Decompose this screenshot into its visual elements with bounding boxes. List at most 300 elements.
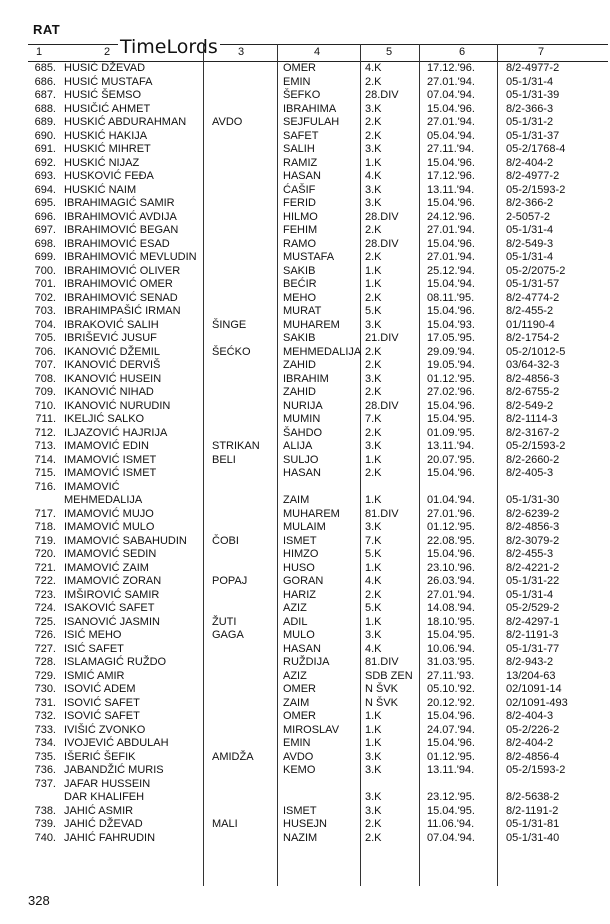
cell-unit: 2.K	[365, 467, 382, 479]
table-row	[28, 643, 608, 657]
cell-date: 05.10.'92.	[427, 683, 475, 695]
cell-father: NAZIM	[283, 831, 318, 844]
cell-unit: 2.K	[365, 818, 382, 830]
cell-father: SAFET	[283, 129, 319, 142]
cell-date: 15.04.'95.	[427, 804, 475, 817]
cell-unit: 2.K	[365, 386, 382, 398]
cell-num: 713.	[34, 440, 56, 452]
table-row	[28, 508, 608, 522]
cell-date: 15.04.'93.	[427, 318, 475, 331]
cell-doc: 02/1091-493	[506, 696, 568, 709]
cell-num: 730.	[34, 683, 56, 695]
table-row	[28, 130, 608, 144]
cell-father: NURIJA	[283, 399, 323, 412]
cell-unit: 3.K	[365, 318, 382, 331]
cell-num: 690.	[34, 129, 56, 142]
table-row	[28, 211, 608, 225]
cell-alias: ŠEĆKO	[212, 345, 251, 358]
cell-doc: 05-1/31-57	[506, 278, 560, 290]
cell-unit: 3.K	[365, 143, 382, 155]
table-row	[28, 386, 608, 400]
cell-date: 07.04.'94.	[427, 89, 475, 101]
cell-doc: 8/2-6755-2	[506, 386, 560, 398]
cell-doc: 05-2/1593-2	[506, 764, 566, 776]
cell-doc: 8/2-4977-2	[506, 170, 560, 182]
cell-num: 731.	[34, 696, 56, 709]
cell-unit: 5.K	[365, 305, 382, 317]
cell-unit: 4.K	[365, 170, 382, 182]
cell-num: 736.	[34, 764, 56, 776]
cell-unit: 28.DIV	[365, 89, 399, 101]
cell-father: MURAT	[283, 305, 322, 317]
cell-unit: 2.K	[365, 224, 382, 236]
cell-name: IMAMOVIĆ ISMET	[64, 467, 157, 479]
cell-num: 703.	[34, 305, 56, 317]
cell-name: IMAMOVIĆ EDIN	[64, 440, 149, 452]
cell-alias: AMIDŽA	[212, 750, 254, 763]
cell-name: IBRAHIMOVIĆ BEGAN	[64, 224, 179, 236]
cell-doc: 05-2/2075-2	[506, 264, 566, 277]
table-row	[28, 143, 608, 157]
cell-alias: ČOBI	[212, 534, 239, 547]
cell-num: 735.	[34, 750, 56, 763]
cell-father: HASAN	[283, 170, 321, 182]
cell-name: IKANOVIĆ NIHAD	[64, 386, 154, 398]
cell-unit: 21.DIV	[365, 332, 399, 344]
cell-doc: 05-2/529-2	[506, 602, 560, 614]
cell-father: HIMZO	[283, 548, 319, 560]
cell-doc: 05-2/226-2	[506, 723, 560, 736]
cell-date: 15.04.'96.	[427, 237, 475, 250]
cell-unit: 2.K	[365, 831, 382, 844]
cell-unit: 1.K	[365, 710, 382, 722]
cell-unit: 3.K	[365, 197, 382, 209]
cell-num: 698.	[34, 237, 56, 250]
cell-name: IBRAHIMOVIĆ OLIVER	[64, 264, 181, 277]
cell-date: 15.04.'96.	[427, 467, 475, 479]
cell-num: 705.	[34, 332, 56, 344]
table-row	[28, 373, 608, 387]
cell-doc: 05-1/31-2	[506, 116, 554, 128]
cell-name: HUSIĆ MUSTAFA	[64, 75, 153, 88]
cell-num: 719.	[34, 534, 56, 547]
cell-doc: 8/2-3167-2	[506, 426, 560, 439]
cell-doc: 8/2-405-3	[506, 467, 554, 479]
cell-father: FEHIM	[283, 224, 318, 236]
cell-num: 740.	[34, 831, 56, 844]
cell-date: 17.12.'96.	[427, 62, 475, 74]
table-row	[28, 157, 608, 171]
cell-date: 15.04.'96.	[427, 737, 475, 749]
cell-doc: 8/2-1114-3	[506, 413, 558, 425]
cell-name: IBRIŠEVIĆ JUSUF	[64, 332, 157, 344]
cell-date: 08.11.'95.	[427, 291, 475, 304]
cell-name: IBRAHIMOVIĆ MEVLUDIN	[64, 251, 197, 263]
cell-name: IMAMOVIĆ ZORAN	[64, 575, 162, 587]
cell-date: 27.11.'94.	[427, 143, 475, 155]
cell-doc: 05-1/31-4	[506, 224, 554, 236]
cell-date: 24.07.'94.	[427, 723, 475, 736]
cell-unit: 3.K	[365, 521, 382, 533]
cell-name: JABANDŽIĆ MURIS	[64, 764, 164, 776]
cell-father: IBRAHIM	[283, 372, 329, 385]
cell-name: HUSIĆ DŽEVAD	[64, 62, 146, 74]
cell-date: 27.01.'94.	[427, 588, 475, 601]
cell-father: ĆAŠIF	[283, 183, 316, 196]
cell-father: MUHAREM	[283, 318, 340, 331]
cell-date: 25.12.'94.	[427, 264, 475, 277]
cell-father: EMIN	[283, 75, 311, 88]
table-row	[28, 764, 608, 778]
cell-name: HUSIČIĆ AHMET	[64, 102, 151, 115]
table-row	[28, 440, 608, 454]
cell-date: 26.03.'94.	[427, 575, 475, 587]
cell-father: AZIZ	[283, 669, 307, 682]
cell-name: JAHIĆ DŽEVAD	[64, 818, 143, 830]
cell-name: IVOJEVIĆ ABDULAH	[64, 737, 169, 749]
cell-name: HUSKIĆ ABDURAHMAN	[64, 116, 187, 128]
cell-father: KEMO	[283, 764, 316, 776]
table-row	[28, 832, 608, 846]
cell-num: 721.	[34, 561, 56, 574]
table-row	[28, 562, 608, 576]
cell-name: IBRAHIMPAŠIĆ IRMAN	[64, 305, 181, 317]
cell-date: 13.11.'94.	[427, 183, 475, 196]
table-row	[28, 697, 608, 711]
cell-unit: 3.K	[365, 102, 382, 115]
cell-num: 734.	[34, 737, 56, 749]
table-row	[28, 292, 608, 306]
cell-father: ZAHID	[283, 359, 316, 371]
cell-num: 699.	[34, 251, 56, 263]
cell-num: 695.	[34, 197, 56, 209]
cell-father: SULJO	[283, 453, 319, 466]
cell-doc: 02/1091-14	[506, 683, 562, 695]
cell-unit: 3.K	[365, 804, 382, 817]
cell-doc: 8/2-366-2	[506, 197, 554, 209]
cell-father: MEHMEDALIJA	[283, 345, 362, 358]
cell-father: ZAIM	[283, 696, 310, 709]
cell-date: 01.12.'95.	[427, 521, 475, 533]
cell-father: OMER	[283, 710, 316, 722]
cell-name: IMAMOVIĆ SEDIN	[64, 548, 157, 560]
table-row	[28, 332, 608, 346]
cell-doc: 05-1/31-81	[506, 818, 560, 830]
cell-doc: 05-1/31-4	[506, 588, 554, 601]
cell-father: ADIL	[283, 615, 308, 628]
cell-date: 17.12.'96.	[427, 170, 475, 182]
cell-date: 27.01.'96.	[427, 507, 475, 520]
table-row	[28, 319, 608, 333]
cell-date: 01.04.'94.	[427, 494, 475, 506]
cell-alias: MALI	[212, 818, 238, 830]
cell-num: 725.	[34, 615, 56, 628]
cell-date: 11.06.'94.	[427, 818, 475, 830]
cell-unit: N ŠVK	[365, 696, 399, 709]
table-row	[28, 359, 608, 373]
table-row	[28, 548, 608, 562]
cell-doc: 8/2-404-2	[506, 156, 554, 169]
cell-unit: 3.K	[365, 750, 382, 763]
cell-name: JAHIĆ FAHRUDIN	[64, 831, 156, 844]
cell-num: 708.	[34, 372, 56, 385]
cell-father: ŠAHDO	[283, 426, 323, 439]
table-row	[28, 751, 608, 765]
cell-doc: 8/2-366-3	[506, 102, 554, 115]
cell-num: 707.	[34, 359, 56, 371]
cell-date: 15.04.'96.	[427, 399, 475, 412]
table-row	[28, 400, 608, 414]
cell-alias: BELI	[212, 453, 236, 466]
cell-unit: 1.K	[365, 561, 382, 574]
cell-unit: 4.K	[365, 575, 382, 587]
cell-doc: 8/2-455-3	[506, 548, 554, 560]
cell-doc: 8/2-3079-2	[506, 534, 560, 547]
cell-num: 716.	[34, 480, 56, 493]
cell-unit: 7.K	[365, 534, 382, 547]
cell-unit: 28.DIV	[365, 399, 399, 412]
record-table	[28, 62, 608, 845]
cell-name: ILJAZOVIĆ HAJRIJA	[64, 426, 168, 439]
cell-father: MUHAREM	[283, 507, 340, 520]
cell-date: 27.01.'94.	[427, 75, 475, 88]
cell-father: HASAN	[283, 642, 321, 655]
table-row	[28, 427, 608, 441]
table-row	[28, 737, 608, 751]
cell-unit: SDB ZEN	[365, 669, 413, 682]
cell-num: 726.	[34, 629, 56, 641]
cell-num: 685.	[34, 62, 56, 74]
cell-name: IMAMOVIĆ SABAHUDIN	[64, 534, 187, 547]
cell-doc: 8/2-4856-3	[506, 372, 560, 385]
cell-name: HUSKIĆ MIHRET	[64, 143, 151, 155]
cell-name: ISOVIĆ SAFET	[64, 696, 140, 709]
cell-name: IKANOVIĆ DERVIŠ	[64, 359, 161, 371]
cell-name: IKELJIĆ SALKO	[64, 413, 145, 425]
cell-doc: 8/2-1191-2	[506, 804, 559, 817]
table-row	[28, 413, 608, 427]
cell-date: 13.11.'94.	[427, 440, 475, 452]
cell-date: 15.04.'96.	[427, 197, 475, 209]
cell-name: IBRAHIMOVIĆ ESAD	[64, 237, 170, 250]
cell-father: BEĆIR	[283, 278, 317, 290]
cell-name: HUSKIĆ NAIM	[64, 183, 137, 196]
cell-date: 19.05.'94.	[427, 359, 475, 371]
table-row	[28, 670, 608, 684]
cell-num: 696.	[34, 210, 56, 223]
cell-name: IKANOVIĆ NURUDIN	[64, 399, 171, 412]
cell-date: 01.12.'95.	[427, 750, 475, 763]
cell-unit: 81.DIV	[365, 507, 399, 520]
column-header-7: 7	[538, 46, 545, 58]
cell-num: 711.	[35, 413, 56, 425]
table-row	[28, 197, 608, 211]
cell-name: ISLAMAGIĆ RUŽDO	[64, 656, 167, 668]
table-row	[28, 116, 608, 130]
cell-doc: 8/2-1754-2	[506, 332, 560, 344]
cell-name: HUSIĆ ŠEMSO	[64, 89, 142, 101]
cell-name: IMŠIROVIĆ SAMIR	[64, 588, 160, 601]
cell-date: 27.11.'93.	[427, 669, 475, 682]
cell-num: 728.	[34, 656, 56, 668]
column-header-1: 1	[36, 46, 43, 58]
cell-num: 692.	[34, 156, 56, 169]
cell-name: IKANOVIĆ DŽEMIL	[64, 345, 160, 358]
cell-name: IMAMOVIĆ ZAIM	[64, 561, 149, 574]
cell-unit: 81.DIV	[365, 656, 399, 668]
cell-date: 22.08.'95.	[427, 534, 475, 547]
cell-unit: 2.K	[365, 251, 382, 263]
table-row	[28, 454, 608, 468]
cell-unit: 1.K	[365, 723, 382, 736]
cell-num: 733.	[34, 723, 56, 736]
cell-doc: 8/2-2660-2	[506, 453, 560, 466]
cell-date: 23.10.'96.	[427, 561, 475, 574]
cell-father: HUSEJN	[283, 818, 328, 830]
cell-father: EMIN	[283, 737, 311, 749]
cell-doc: 13/204-63	[506, 669, 556, 682]
cell-date: 18.10.'95.	[427, 615, 475, 628]
cell-father: AZIZ	[283, 602, 307, 614]
cell-date: 07.04.'94.	[427, 831, 475, 844]
cell-date: 20.07.'95.	[427, 453, 475, 466]
cell-alias: POPAJ	[212, 575, 248, 587]
cell-father: MEHO	[283, 291, 316, 304]
cell-father: ZAHID	[283, 386, 316, 398]
cell-num: 732.	[34, 710, 56, 722]
cell-date: 27.01.'94.	[427, 251, 475, 263]
cell-name: ISANOVIĆ JASMIN	[64, 615, 160, 628]
cell-unit: 1.K	[365, 264, 382, 277]
cell-unit: 1.K	[365, 615, 382, 628]
cell-date: 31.03.'95.	[427, 656, 475, 668]
table-row	[28, 103, 608, 117]
cell-date: 27.01.'94.	[427, 224, 475, 236]
cell-father: MULO	[283, 629, 315, 641]
cell-unit: 2.K	[365, 588, 382, 601]
cell-unit: 5.K	[365, 548, 382, 560]
cell-father: IBRAHIMA	[283, 102, 337, 115]
cell-num: 717.	[34, 507, 56, 520]
cell-father: ISMET	[283, 534, 317, 547]
cell-num: 704.	[34, 318, 56, 331]
cell-alias: GAGA	[212, 629, 244, 641]
cell-num: 688.	[34, 102, 56, 115]
cell-father: SEJFULAH	[283, 116, 340, 128]
table-row	[28, 724, 608, 738]
cell-name: IKANOVIĆ HUSEIN	[64, 372, 162, 385]
cell-name: HUSKOVIĆ FEĐA	[64, 170, 154, 182]
table-row	[28, 278, 608, 292]
cell-date: 24.12.'96.	[427, 210, 475, 223]
cell-name: ISMIĆ AMIR	[64, 669, 125, 682]
cell-doc: 8/2-404-3	[506, 710, 554, 722]
cell-unit: 2.K	[365, 359, 382, 371]
cell-name: HUSKIĆ NIJAZ	[64, 156, 140, 169]
cell-num: 715.	[34, 467, 56, 479]
cell-father: RAMIZ	[283, 156, 318, 169]
table-row	[28, 89, 608, 103]
table-row	[28, 467, 608, 481]
cell-num: 710.	[34, 399, 56, 412]
table-row	[28, 535, 608, 549]
cell-name: IMAMOVIĆ	[64, 480, 120, 493]
column-header-3: 3	[238, 46, 245, 58]
cell-father: ŠEFKO	[283, 89, 321, 101]
cell-doc: 8/2-404-2	[506, 737, 554, 749]
table-row	[28, 629, 608, 643]
cell-name: ISIĆ SAFET	[64, 642, 124, 655]
cell-doc: 8/2-5638-2	[506, 791, 560, 803]
table-row	[28, 238, 608, 252]
cell-unit: 4.K	[365, 642, 382, 655]
table-row	[28, 818, 608, 832]
column-header-5: 5	[386, 46, 393, 58]
cell-date: 10.06.'94.	[427, 642, 475, 655]
cell-num: 714.	[34, 453, 56, 466]
table-row	[28, 589, 608, 603]
cell-num: 712.	[34, 426, 56, 439]
cell-doc: 8/2-4977-2	[506, 62, 560, 74]
cell-doc: 8/2-549-2	[506, 399, 554, 412]
cell-num: 724.	[34, 602, 56, 614]
cell-num: 686.	[34, 75, 56, 88]
cell-unit: 28.DIV	[365, 237, 399, 250]
table-row	[28, 602, 608, 616]
table-row	[28, 170, 608, 184]
table-row	[28, 305, 608, 319]
cell-unit: 1.K	[365, 737, 382, 749]
cell-num: 718.	[34, 521, 56, 533]
cell-doc: 03/64-32-3	[506, 359, 560, 371]
cell-unit: 2.K	[365, 426, 382, 439]
cell-name: IVIŠIĆ ZVONKO	[64, 723, 146, 736]
table-row	[28, 265, 608, 279]
table-row	[28, 575, 608, 589]
cell-unit: 2.K	[365, 129, 382, 142]
table-row	[28, 656, 608, 670]
cell-doc: 05-1/31-4	[506, 251, 554, 263]
cell-num: 738.	[34, 804, 56, 817]
cell-father: HUSO	[283, 561, 315, 574]
cell-name: ISOVIĆ ADEM	[64, 683, 136, 695]
cell-doc: 05-2/1593-2	[506, 440, 566, 452]
cell-date: 17.05.'95.	[427, 332, 475, 344]
cell-num: 702.	[34, 291, 56, 304]
cell-father: HILMO	[283, 210, 318, 223]
cell-num: 720.	[34, 548, 56, 560]
cell-unit: 3.K	[365, 791, 382, 803]
cell-unit: 28.DIV	[365, 210, 399, 223]
cell-num: 687.	[34, 89, 56, 101]
cell-unit: 3.K	[365, 372, 382, 385]
table-row	[28, 184, 608, 198]
cell-alias: ŽUTI	[212, 615, 237, 628]
cell-doc: 05-1/31-40	[506, 831, 560, 844]
cell-father: ZAIM	[283, 494, 310, 506]
cell-num: 722.	[34, 575, 56, 587]
cell-doc: 05-1/31-77	[506, 642, 560, 655]
cell-num: 706.	[34, 345, 56, 358]
cell-doc: 05-2/1012-5	[506, 345, 566, 358]
cell-doc: 8/2-1191-3	[506, 629, 559, 641]
cell-date: 05.04.'94.	[427, 129, 475, 142]
cell-name: IBRAHIMAGIĆ SAMIR	[64, 197, 175, 209]
cell-doc: 05-1/31-4	[506, 75, 554, 88]
cell-doc: 8/2-4856-3	[506, 521, 560, 533]
cell-doc: 8/2-455-2	[506, 305, 554, 317]
cell-father: MUMIN	[283, 413, 321, 425]
